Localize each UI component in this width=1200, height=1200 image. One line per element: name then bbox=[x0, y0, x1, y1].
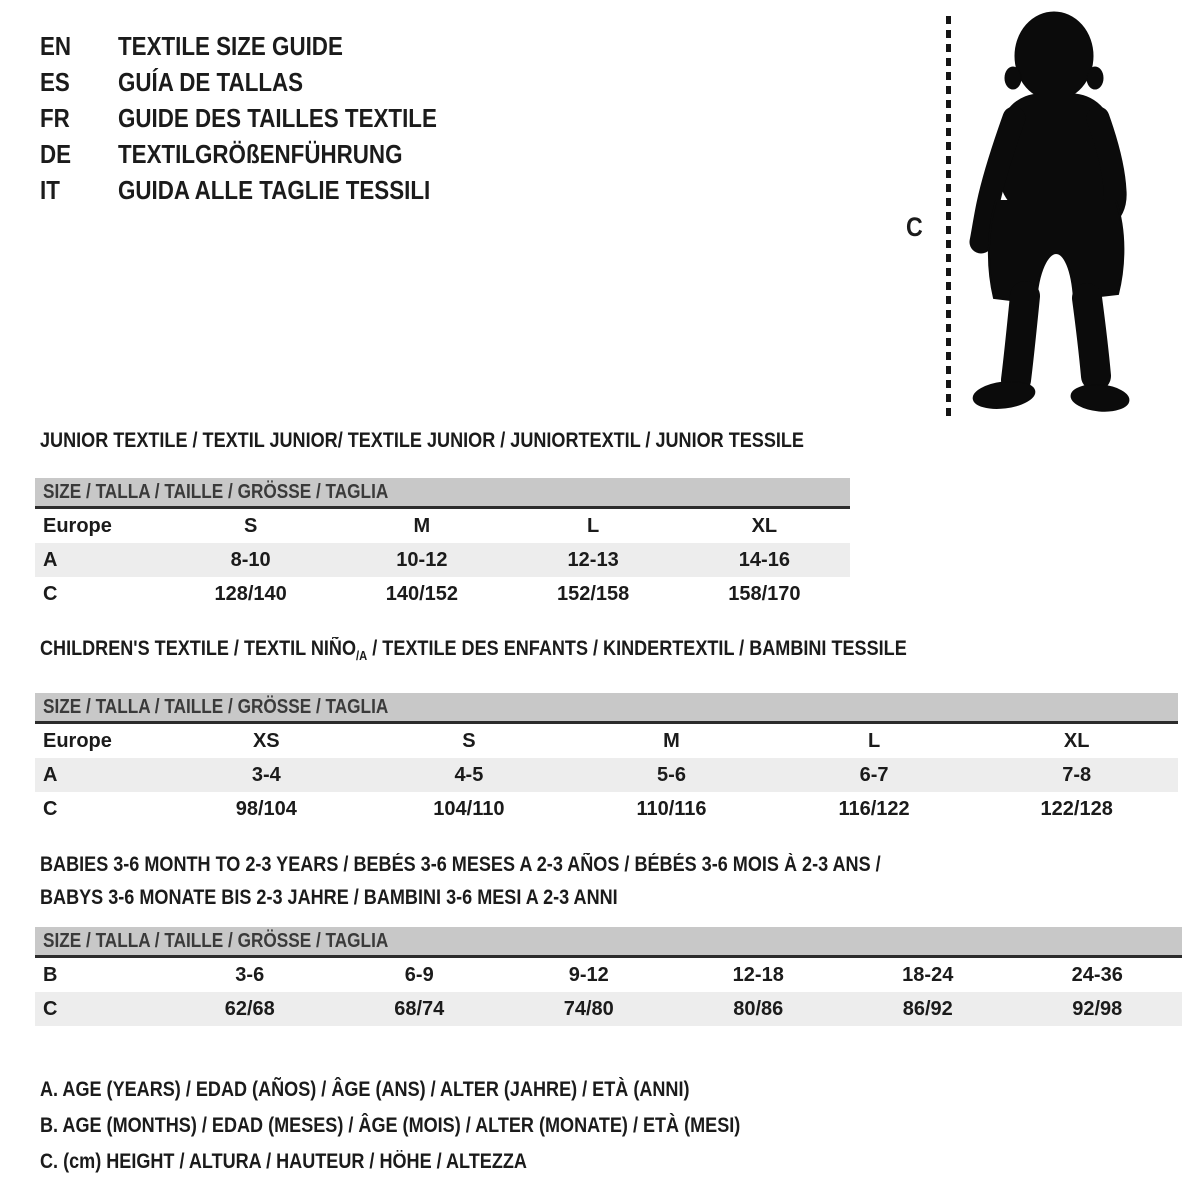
table-cell: 104/110 bbox=[433, 797, 505, 820]
table-cell: L bbox=[587, 514, 600, 537]
language-header bbox=[40, 28, 489, 208]
legend-line: C. (cm) HEIGHT / ALTURA / HAUTEUR / HÖHE / ALTEZZA bbox=[40, 1150, 527, 1173]
table-cell: 12-13 bbox=[567, 548, 619, 571]
language-code: DE bbox=[40, 138, 72, 169]
table-cell: 98/104 bbox=[235, 797, 297, 820]
table-cell: 7-8 bbox=[1062, 763, 1092, 786]
table-cell: 9-12 bbox=[568, 963, 609, 986]
table-cell: 8-10 bbox=[230, 548, 271, 571]
table-cell: 152/158 bbox=[556, 582, 630, 605]
row-label: C bbox=[43, 997, 58, 1020]
table-cell: 6-7 bbox=[859, 763, 889, 786]
table-cell: 122/128 bbox=[1040, 797, 1113, 820]
row-label: C bbox=[43, 797, 58, 820]
language-label: TEXTILGRÖßENFÜHRUNG bbox=[118, 138, 403, 169]
legend-line: B. AGE (MONTHS) / EDAD (MESES) / ÂGE (MOIS) / ALTER (MONATE) / ETÀ (MESI) bbox=[40, 1114, 741, 1137]
table-cell: 92/98 bbox=[1072, 997, 1123, 1020]
language-label: GUÍA DE TALLAS bbox=[118, 66, 304, 97]
size-table bbox=[35, 958, 1182, 1026]
table-cell: 4-5 bbox=[454, 763, 484, 786]
section-babies-textile bbox=[35, 848, 1182, 1026]
language-row bbox=[40, 28, 489, 64]
section-title-segment: /A bbox=[356, 648, 368, 664]
section-title-line bbox=[40, 638, 907, 667]
table-cell: 128/140 bbox=[214, 582, 287, 605]
table-cell: M bbox=[413, 514, 431, 537]
section-title-line bbox=[40, 881, 618, 914]
size-header-label: SIZE / TALLA / TAILLE / GRÖSSE / TAGLIA bbox=[43, 696, 389, 719]
section-title bbox=[40, 638, 1178, 667]
table-cell: 86/92 bbox=[902, 997, 953, 1020]
size-table bbox=[35, 724, 1178, 826]
table-row bbox=[35, 792, 1178, 826]
table-cell: 74/80 bbox=[563, 997, 614, 1020]
table-cell: XS bbox=[252, 729, 280, 752]
language-label: TEXTILE SIZE GUIDE bbox=[118, 30, 343, 61]
table-cell: 18-24 bbox=[902, 963, 954, 986]
table-row bbox=[35, 724, 1178, 758]
section-childrens-textile bbox=[35, 638, 1178, 826]
language-row bbox=[40, 172, 489, 208]
section-title bbox=[40, 848, 1182, 914]
toddler-silhouette-icon bbox=[968, 6, 1138, 416]
table-cell: M bbox=[663, 729, 680, 752]
table-cell: 80/86 bbox=[733, 997, 784, 1020]
section-title-segment: CHILDREN'S TEXTILE / TEXTIL NIÑO bbox=[40, 637, 357, 660]
table-cell: 6-9 bbox=[404, 963, 434, 986]
table-row bbox=[35, 577, 850, 611]
section-title-segment: / TEXTILE DES ENFANTS / KINDERTEXTIL / BAMBINI TESSILE bbox=[367, 637, 907, 660]
size-header-band bbox=[35, 693, 1178, 724]
height-measure-line bbox=[946, 16, 951, 416]
table-cell: 12-18 bbox=[732, 963, 784, 986]
table-cell: 3-6 bbox=[235, 963, 265, 986]
section-title-line bbox=[40, 430, 804, 452]
table-row bbox=[35, 958, 1182, 992]
language-label: GUIDA ALLE TAGLIE TESSILI bbox=[118, 174, 431, 205]
language-row bbox=[40, 136, 489, 172]
row-label: A bbox=[43, 763, 58, 786]
table-cell: S bbox=[462, 729, 476, 752]
section-title-line bbox=[40, 848, 881, 881]
table-row bbox=[35, 758, 1178, 792]
section-title bbox=[40, 430, 850, 452]
size-header-band bbox=[35, 478, 850, 509]
table-cell: XL bbox=[751, 514, 778, 537]
size-header-label: SIZE / TALLA / TAILLE / GRÖSSE / TAGLIA bbox=[43, 481, 389, 503]
section-junior-textile bbox=[35, 430, 850, 611]
row-label: Europe bbox=[43, 514, 112, 537]
table-cell: 140/152 bbox=[385, 582, 459, 605]
table-cell: 68/74 bbox=[394, 997, 445, 1020]
language-code: ES bbox=[40, 66, 70, 97]
legend bbox=[40, 1072, 1200, 1180]
legend-line: A. AGE (YEARS) / EDAD (AÑOS) / ÂGE (ANS) / ALTER (JAHRE) / ETÀ (ANNI) bbox=[40, 1078, 690, 1101]
language-code: EN bbox=[40, 30, 72, 61]
language-code: IT bbox=[40, 174, 60, 205]
section-title-segment: JUNIOR TEXTILE / TEXTIL JUNIOR/ TEXTILE JUNIOR / JUNIORTEXTIL / JUNIOR TESSILE bbox=[40, 429, 804, 452]
size-header-band bbox=[35, 927, 1182, 958]
language-label: GUIDE DES TAILLES TEXTILE bbox=[118, 102, 437, 133]
table-row bbox=[35, 543, 850, 577]
table-cell: XL bbox=[1063, 729, 1090, 752]
language-row bbox=[40, 100, 489, 136]
section-title-segment: BABIES 3-6 MONTH TO 2-3 YEARS / BEBÉS 3-6 MESES A 2-3 AÑOS / BÉBÉS 3-6 MOIS À 2-3 ANS / bbox=[40, 853, 881, 876]
table-cell: 62/68 bbox=[224, 997, 275, 1020]
table-cell: 10-12 bbox=[396, 548, 448, 571]
table-cell: 158/170 bbox=[728, 582, 801, 605]
height-measure-label: C bbox=[906, 212, 923, 242]
section-title-segment: BABYS 3-6 MONATE BIS 2-3 JAHRE / BAMBINI 3-6 MESI A 2-3 ANNI bbox=[40, 886, 618, 909]
table-cell: 110/116 bbox=[636, 797, 707, 820]
table-cell: 116/122 bbox=[838, 797, 910, 820]
row-label: A bbox=[43, 548, 58, 571]
language-code: FR bbox=[40, 102, 70, 133]
language-row bbox=[40, 64, 489, 100]
row-label: C bbox=[43, 582, 58, 605]
table-row bbox=[35, 509, 850, 543]
row-label: Europe bbox=[43, 729, 112, 752]
table-cell: 5-6 bbox=[657, 763, 686, 786]
table-cell: S bbox=[243, 514, 258, 537]
table-row bbox=[35, 992, 1182, 1026]
size-header-label: SIZE / TALLA / TAILLE / GRÖSSE / TAGLIA bbox=[43, 930, 389, 952]
table-cell: 3-4 bbox=[251, 763, 281, 786]
table-cell: 14-16 bbox=[738, 548, 790, 571]
table-cell: L bbox=[867, 729, 881, 752]
size-table bbox=[35, 509, 850, 611]
row-label: B bbox=[43, 963, 58, 986]
table-cell: 24-36 bbox=[1071, 963, 1123, 986]
